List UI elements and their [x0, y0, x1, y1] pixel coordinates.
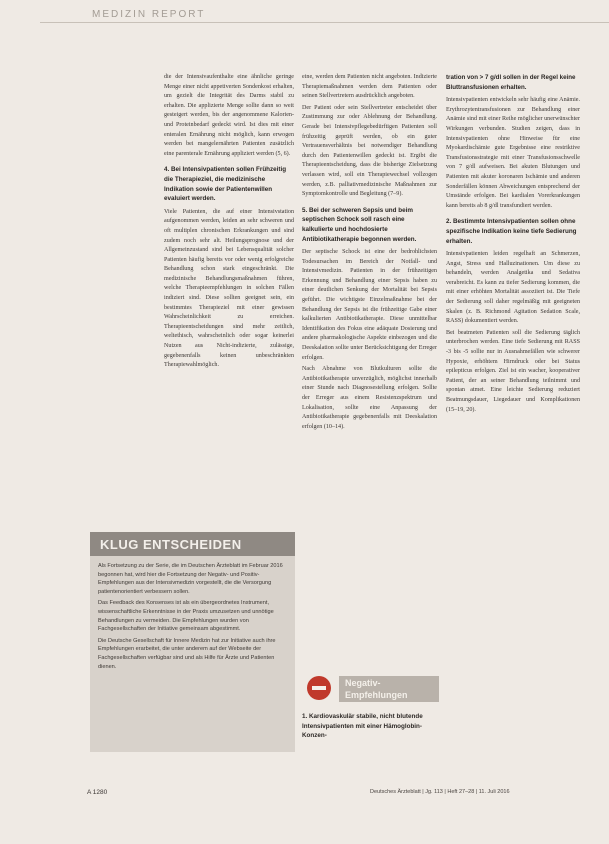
box-title-bar [90, 532, 295, 556]
no-entry-icon [307, 676, 331, 700]
col2-heading: 5. Bei der schweren Sepsis und beim septischen Schock soll rasch eine kalkulierte und hochdosierte Antibiotikatherapie begonnen werden. [302, 206, 417, 243]
negative-recommendations-badge [305, 674, 440, 704]
col3-heading: 2. Bestimmte Intensivpatienten sollen ohne spezifische Indikation keine tiefe Sedierung erhalten. [446, 218, 577, 245]
col2-paragraph-1: eine, werden dem Patienten nicht angeboten. Indizierte Therapiemaßnahmen werden dem Patienten oder seinen Stellvertretern ausdrücklich angeboten. [302, 74, 437, 100]
col2-paragraph-3: Der septische Schock ist eine der bedrohlichsten Todesursachen im Bereich der Notfall- und Intensivmedizin. Patienten in der frühzeitigen Erkennung und Behandlung einer Sepsis haben zu einer deutlichen Senkung der Mortalität bei Sepsis geführt. Die wichtigste Einzelmaßnahme bei der Behandlung der Sepsis ist die frühzeitige Gabe einer kalkulierten Antibiotikatherapie. Diese unmittelbar Identifikation des Fokus eine adäquate Dosierung und andere pharmakologische Aspekte einbezogen und die Deeskalation sollte unter Berücksichtigung der Erreger erfolgen. [302, 249, 437, 361]
col1-paragraph-2: Viele Patienten, die auf einer Intensivstation aufgenommen werden, leiden an sehr schweren und oft multiplen chronischen Erkrankungen und sind zudem noch sehr alt. Heilungsprognose und der Allgemeinzustand sind bei Lebensqualität solcher Patienten häufig bereits vor oder wenig erfolgreiche Behandlung schon stark eingeschränkt. Die medizinische Behandlungsmaßnahmen führen, welche Therapieempfehlungen in solchen Fällen indiziert sind. Diese sollten geeignet sein, ein bestimmtes Therapieziel mit einer gewissen Wahrscheinlichkeit zu erreichen. Therapieentscheidungen sind mehr zeitlich, weltethisch, wahrscheinlich oder sogar keinerlei Nutzen aus Nicht-indizierte, zulässige, gegebenenfalls keinen unbeschränkten Therapiewahlmöglich. [164, 208, 294, 369]
col3-paragraph-1: Intensivpatienten entwickeln sehr häufig eine Anämie. Erythrozytentransfusionen zur Behandlung einer Anämie sind mit einer Reihe möglicher unerwünschter Wirkungen verbunden. Studien zeigen, dass in Intensivpatienten ohne Hinweise für eine Myokardischämie gute Ergebnisse eine restriktive Transfusionsstrategie mit einer Transfusionsschwelle von 7 g/dl aufweisen. Bei akuten Blutungen und Patienten mit akuter koronaren Ischämie und anderen Sonderfällen können Abweichungen entsprechend der Umstände erfolgen. Bei kardialen Vorerkrankungen kann bereits ab 8 g/dl transfundiert werden. [446, 97, 580, 209]
col2-paragraph-4: Nach Abnahme von Blutkulturen sollte die Antibiotikatherapie unverzüglich, möglichst innerhalb einer Stunde nach Diagnosestellung erfolgen. Sollte der Erreger aus einem Resistenzspektrum und Lokalisation, sollte eine Anpassung der Antibiotikatherapie gegebenenfalls mit Deeskalation erfolgen (10–14). [302, 366, 437, 430]
column-2 [302, 73, 437, 434]
box-paragraph-3: Die Deutsche Gesellschaft für Innere Medizin hat zur Initiative auch ihre Empfehlungen erarbeitet, die unter anderem auf der Webseite der Fachgesellschaften verfügbar sind und als Hilfe für Ärzte und Patienten dienen. [98, 637, 276, 670]
negative-recommendation-1 [302, 712, 437, 741]
col1-paragraph-1: die der Intensivaufenthalte eine ähnliche geringe Menge einer nicht appetiverten Sondenkost erhalten, um gezielt die Integrität des Darms stabil zu erhalten. Die applizierte Menge sollte dann so weit gesteigert werden, bis der angenommene Kalorien- und Proteinbedarf gedeckt wird. Ist dies mit einer enteralen Ernährung nicht möglich, kann erwogen werden bei mangelernährten Patienten zusätzlich eine parenterale Ernährung appliziert werden (5, 6). [164, 74, 294, 157]
neg-heading: 1. Kardiovaskulär stabile, nicht blutende Intensivpatienten mit einer Hämoglobin-Konzen- [302, 713, 423, 740]
klug-entscheiden-box [90, 532, 295, 752]
box-title: KLUG ENTSCHEIDEN [100, 537, 242, 552]
box-paragraph-2: Das Feedback des Konsenses ist als ein übergeordnetes Instrument, wissenschaftliche Erkenntnisse in der Praxis umzusetzen und unnötige Behandlungen zu vermeiden. Die Empfehlungen wurden von Fachgesellschaften der Initiative gemeinsam abgestimmt. [98, 600, 274, 633]
journal-citation: Deutsches Ärzteblatt | Jg. 113 | Heft 27–28 | 11. Juli 2016 [370, 789, 510, 795]
col2-paragraph-2: Der Patient oder sein Stellvertreter entscheidet über Zustimmung zur oder Ablehnung der Behandlung. Gerade bei Intensivpflegebedürftigen Patienten soll frühzeitig geprüft werden, ob ein guter Vertrauensverhältnis bei notwendiger Behandlung durch den Patientenwillen gedeckt ist. Ergibt die Therapieentscheidung, dass die bisherige Zielsetzung verlassen wird, soll ein Therapiewechsel vollzogen werden, z.B. palliativmedizinische Maßnahmen zur Symptomkontrolle und Begleitung (7–9). [302, 104, 437, 198]
column-1 [164, 73, 294, 373]
box-body [98, 562, 288, 674]
col1-heading: 4. Bei Intensivpatienten sollen Frühzeitig die Therapieziel, die medizinische Indikation sowie der Patientenwillen evaluiert werden. [164, 166, 287, 203]
page-number: A 1280 [87, 789, 108, 796]
col3-lead: tration von > 7 g/dl sollen in der Regel keine Bluttransfusionen erhalten. [446, 74, 576, 91]
box-paragraph-1: Als Fortsetzung zu der Serie, die im Deutschen Ärzteblatt im Februar 2016 begonnen hat, wird hier die Fortsetzung der Negativ- und Positiv-Empfehlungen aus der Intensivmedizin vorgestellt, die die Versorgung patientenorientiert verbessern sollen. [98, 563, 283, 595]
col3-paragraph-2: Intensivpatienten leiden regelhaft an Schmerzen, Angst, Stress und Halluzinationen. Um diese zu behandeln, werden Analgetika und Sedativa verabreicht. Es kann zu tiefer Sedierung kommen, die mit einer erhöhten Mortalität assoziiert ist. Die Tiefe der Sedierung soll daher regelmäßig mit geeigneten Skalen (z. B. Richmond Agitation Sedation Scale, RASS) dokumentiert werden. [446, 251, 580, 325]
col3-paragraph-3: Bei beatmeten Patienten soll die Sedierung täglich unterbrochen werden. Eine tiefe Sedierung mit RASS -3 bis -5 sollte nur in Ausnahmefällen wie schwerer Hypoxie, erhöhtem Hirndruck oder bei Status epilepticus erfolgen. Ziel ist ein wacher, kooperativer Patient, der an seiner Behandlung teilnimmt und spontan atmet. Eine leichte Sedierung reduziert Beatmungsdauer, Liegedauer und Komplikationen (15–19, 20). [446, 329, 580, 413]
section-label: MEDIZIN REPORT [92, 9, 206, 20]
negative-recommendations-label: Negativ-Empfehlungen [339, 676, 439, 702]
column-3 [446, 73, 580, 417]
